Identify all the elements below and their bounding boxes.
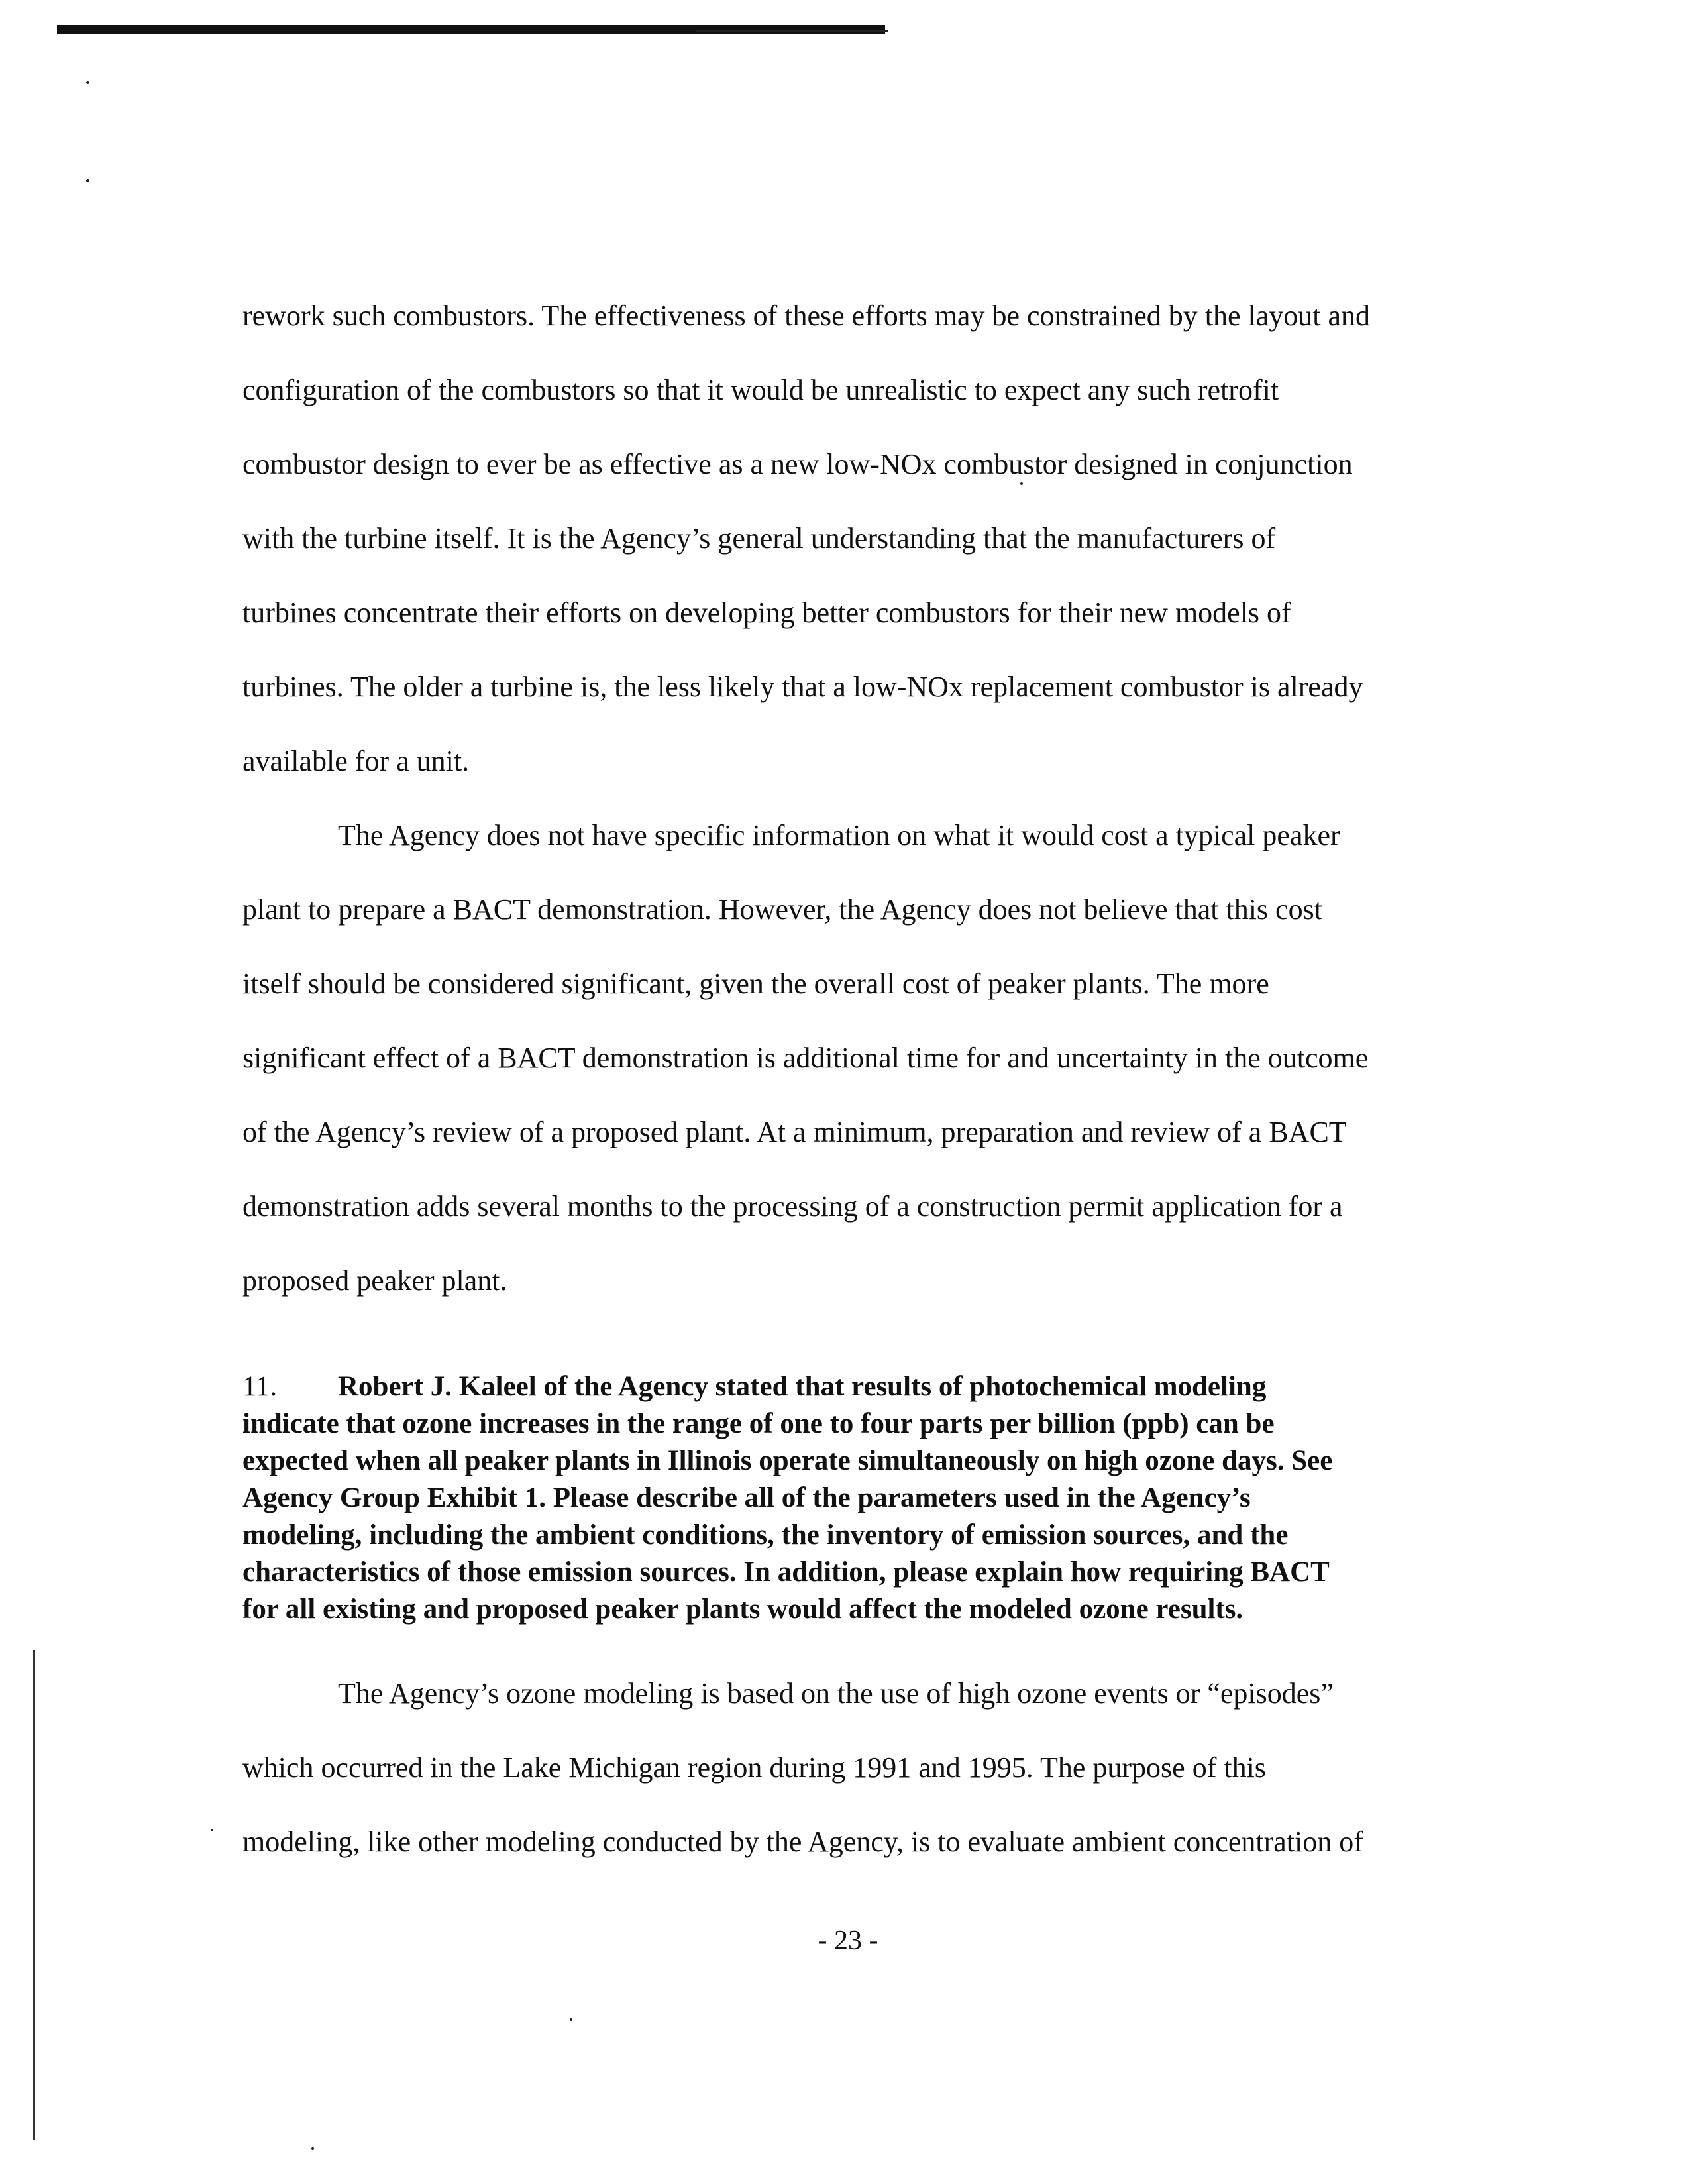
text-line: itself should be considered significant, given the overall cost of peaker plants. The more — [242, 967, 1269, 1000]
question-text-line: modeling, including the ambient conditions, the inventory of emission sources, and the — [242, 1519, 1289, 1551]
text-line: which occurred in the Lake Michigan region during 1991 and 1995. The purpose of this — [242, 1751, 1266, 1784]
text-line: The Agency’s ozone modeling is based on the use of high ozone events or “episodes” — [338, 1677, 1334, 1710]
question-text-line: Robert J. Kaleel of the Agency stated that results of photochemical modeling — [338, 1371, 1267, 1402]
text-line: demonstration adds several months to the processing of a construction permit application for a — [242, 1190, 1343, 1223]
question-11 — [242, 1368, 1501, 1628]
question-text-line: expected when all peaker plants in Illinois operate simultaneously on high ozone days. See — [242, 1445, 1333, 1476]
scan-margin-line — [33, 1650, 35, 2140]
text-line: available for a unit. — [242, 745, 470, 777]
text-line: The Agency does not have specific information on what it would cost a typical peaker — [338, 819, 1340, 851]
scan-speck — [311, 2147, 314, 2150]
text-line: turbines concentrate their efforts on developing better combustors for their new models of — [242, 596, 1291, 629]
paragraph-3 — [242, 1657, 1501, 1879]
question-first-line — [242, 1368, 1501, 1405]
text-line: turbines. The older a turbine is, the less likely that a low-NOx replacement combustor is already — [242, 671, 1363, 703]
scan-speck — [86, 179, 89, 182]
text-line: configuration of the combustors so that it would be unrealistic to expect any such retrofit — [242, 374, 1279, 406]
paragraph-1 — [242, 279, 1501, 798]
text-line: significant effect of a BACT demonstration is additional time for and uncertainty in the outcome — [242, 1042, 1369, 1074]
scan-top-rule — [696, 30, 888, 32]
text-line: combustor design to ever be as effective as a new low-NOx combustor designed in conjunction — [242, 448, 1353, 480]
text-line: proposed peaker plant. — [242, 1264, 507, 1297]
text-line: modeling, like other modeling conducted by the Agency, is to evaluate ambient concentration of — [242, 1826, 1363, 1858]
question-number: 11. — [242, 1371, 278, 1402]
text-line: with the turbine itself. It is the Agency’s general understanding that the manufacturers of — [242, 522, 1276, 555]
question-text-line: characteristics of those emission sources. In addition, please explain how requiring BACT — [242, 1556, 1330, 1588]
paragraph-2 — [242, 798, 1501, 1318]
text-line: plant to prepare a BACT demonstration. However, the Agency does not believe that this cost — [242, 893, 1322, 926]
question-text-line: indicate that ozone increases in the range of one to four parts per billion (ppb) can be — [242, 1408, 1275, 1439]
page-number: - 23 - — [818, 1926, 878, 1956]
scan-speck — [211, 1829, 213, 1831]
text-line: of the Agency’s review of a proposed plant. At a minimum, preparation and review of a BACT — [242, 1116, 1347, 1148]
scan-speck — [86, 81, 89, 84]
text-line: rework such combustors. The effectiveness of these efforts may be constrained by the layout and — [242, 300, 1371, 332]
question-text-line: Agency Group Exhibit 1. Please describe all of the parameters used in the Agency’s — [242, 1482, 1251, 1513]
scan-speck — [570, 2018, 572, 2021]
scan-top-bar — [57, 25, 885, 34]
question-text-line: for all existing and proposed peaker plants would affect the modeled ozone results. — [242, 1594, 1244, 1625]
